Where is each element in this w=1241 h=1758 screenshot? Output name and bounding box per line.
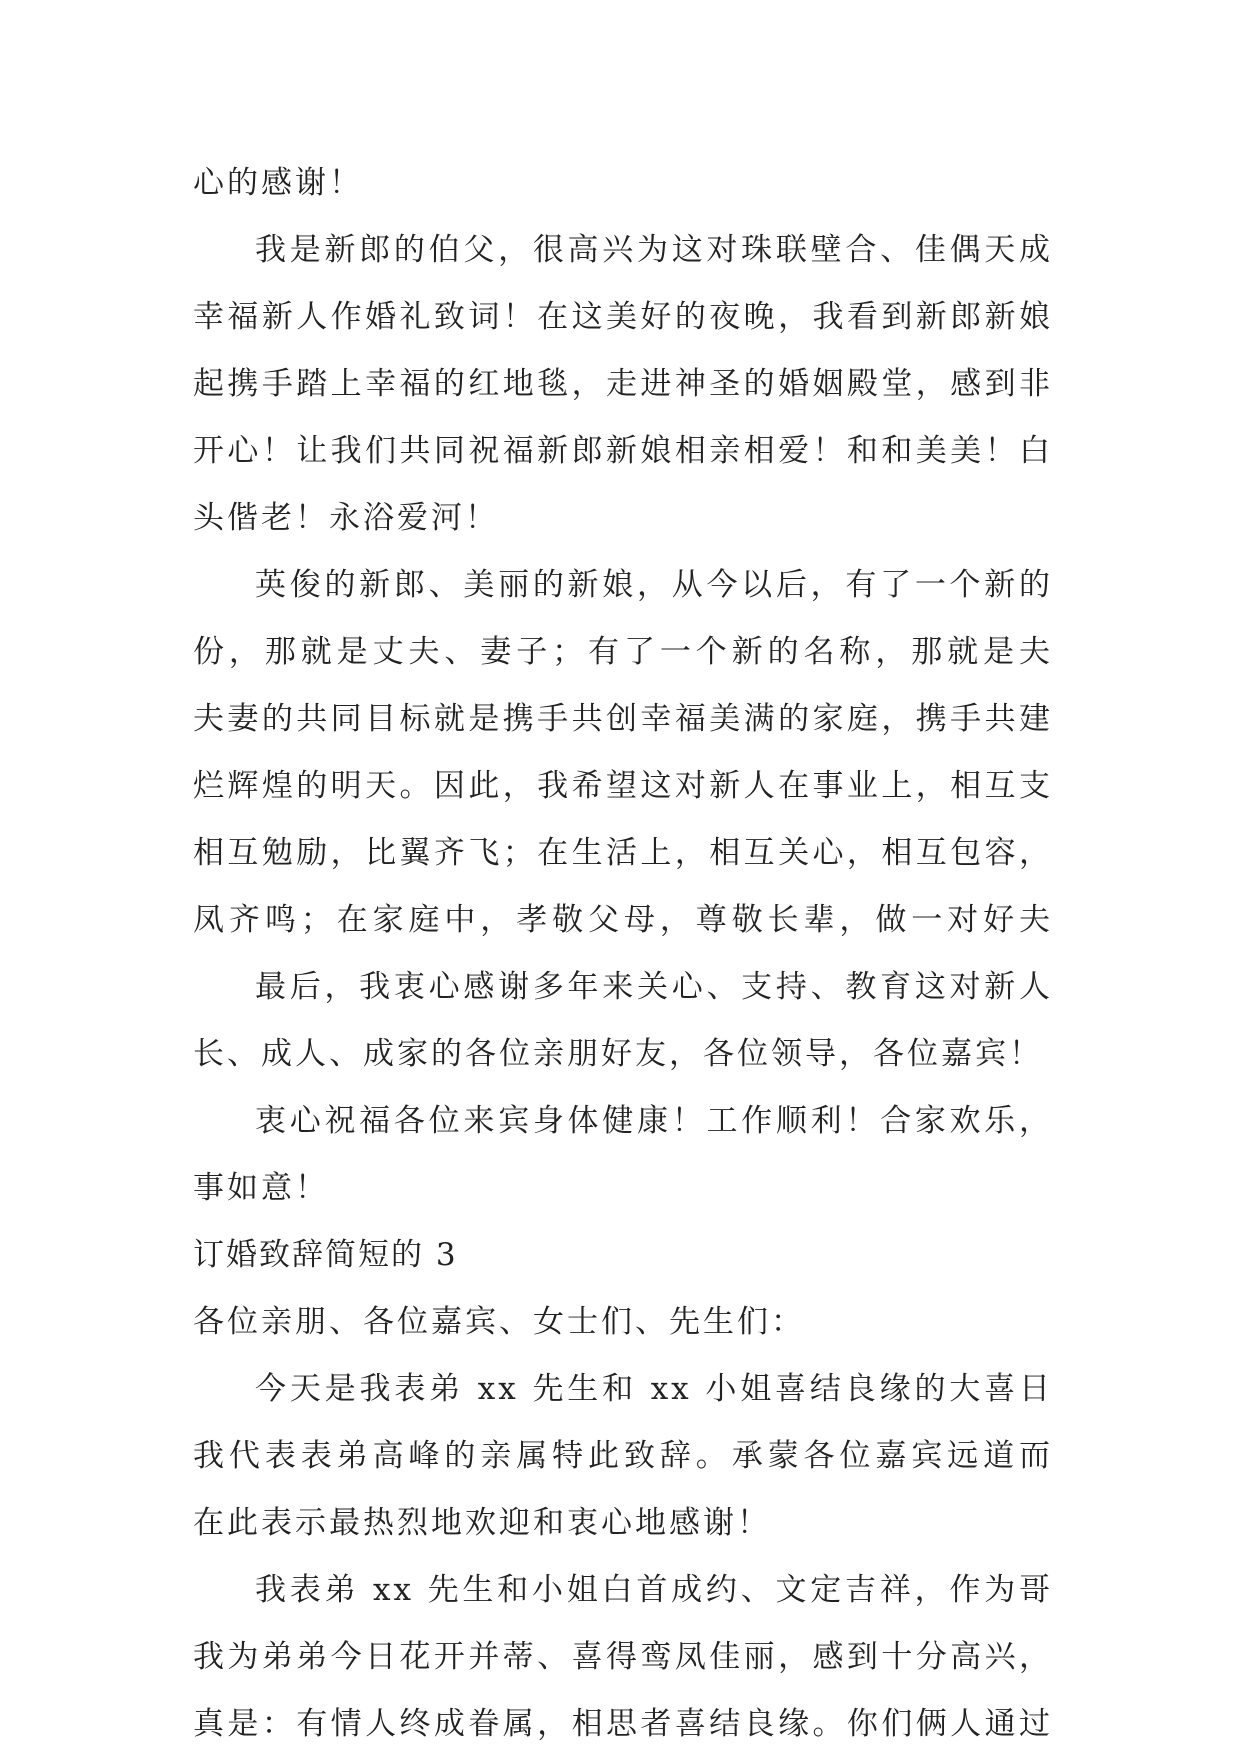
text-line: 夫妻的共同目标就是携手共创幸福美满的家庭，携手共建 [193,701,1053,737]
text-line: 烂辉煌的明天。因此，我希望这对新人在事业上，相互支 [193,768,1053,804]
text-line: 各位亲朋、各位嘉宾、女士们、先生们： [193,1304,805,1340]
document-body [193,150,1053,1758]
text-line: 份，那就是丈夫、妻子；有了一个新的名称，那就是夫 [193,634,1053,670]
text-line: 心的感谢！ [193,165,363,201]
text-line: 相互勉励，比翼齐飞；在生活上，相互关心，相互包容， [193,835,1053,871]
text-line: 幸福新人作婚礼致词！在这美好的夜晚，我看到新郎新娘 [193,299,1053,335]
text-line: 头偕老！永浴爱河！ [193,500,499,536]
text-line: 起携手踏上幸福的红地毯，走进神圣的婚姻殿堂，感到非 [193,366,1053,402]
text-line: 凤齐鸣；在家庭中，孝敬父母，尊敬长辈，做一对好夫 [193,902,1053,938]
text-line: 我是新郎的伯父，很高兴为这对珠联壁合、佳偶天成 [255,232,1053,268]
text-line: 长、成人、成家的各位亲朋好友，各位领导，各位嘉宾！ [193,1036,1043,1072]
text-line: 开心！让我们共同祝福新郎新娘相亲相爱！和和美美！白 [193,433,1053,469]
text-line: 今天是我表弟 xx 先生和 xx 小姐喜结良缘的大喜日 [255,1371,1053,1407]
text-line: 我为弟弟今日花开并蒂、喜得鸾凤佳丽，感到十分高兴， [193,1639,1053,1675]
section-heading: 订婚致辞简短的 3 [193,1237,458,1273]
text-line: 英俊的新郎、美丽的新娘，从今以后，有了一个新的 [255,567,1053,603]
text-line: 最后，我衷心感谢多年来关心、支持、教育这对新人 [255,969,1053,1005]
text-line: 我代表表弟高峰的亲属特此致辞。承蒙各位嘉宾远道而 [193,1438,1053,1474]
text-line: 真是：有情人终成眷属，相思者喜结良缘。你们俩人通过 [193,1706,1053,1742]
text-line: 我表弟 xx 先生和小姐白首成约、文定吉祥，作为哥 [255,1572,1053,1608]
text-line: 事如意！ [193,1170,329,1206]
text-line: 在此表示最热烈地欢迎和衷心地感谢！ [193,1505,771,1541]
text-line: 衷心祝福各位来宾身体健康！工作顺利！合家欢乐， [255,1103,1053,1139]
